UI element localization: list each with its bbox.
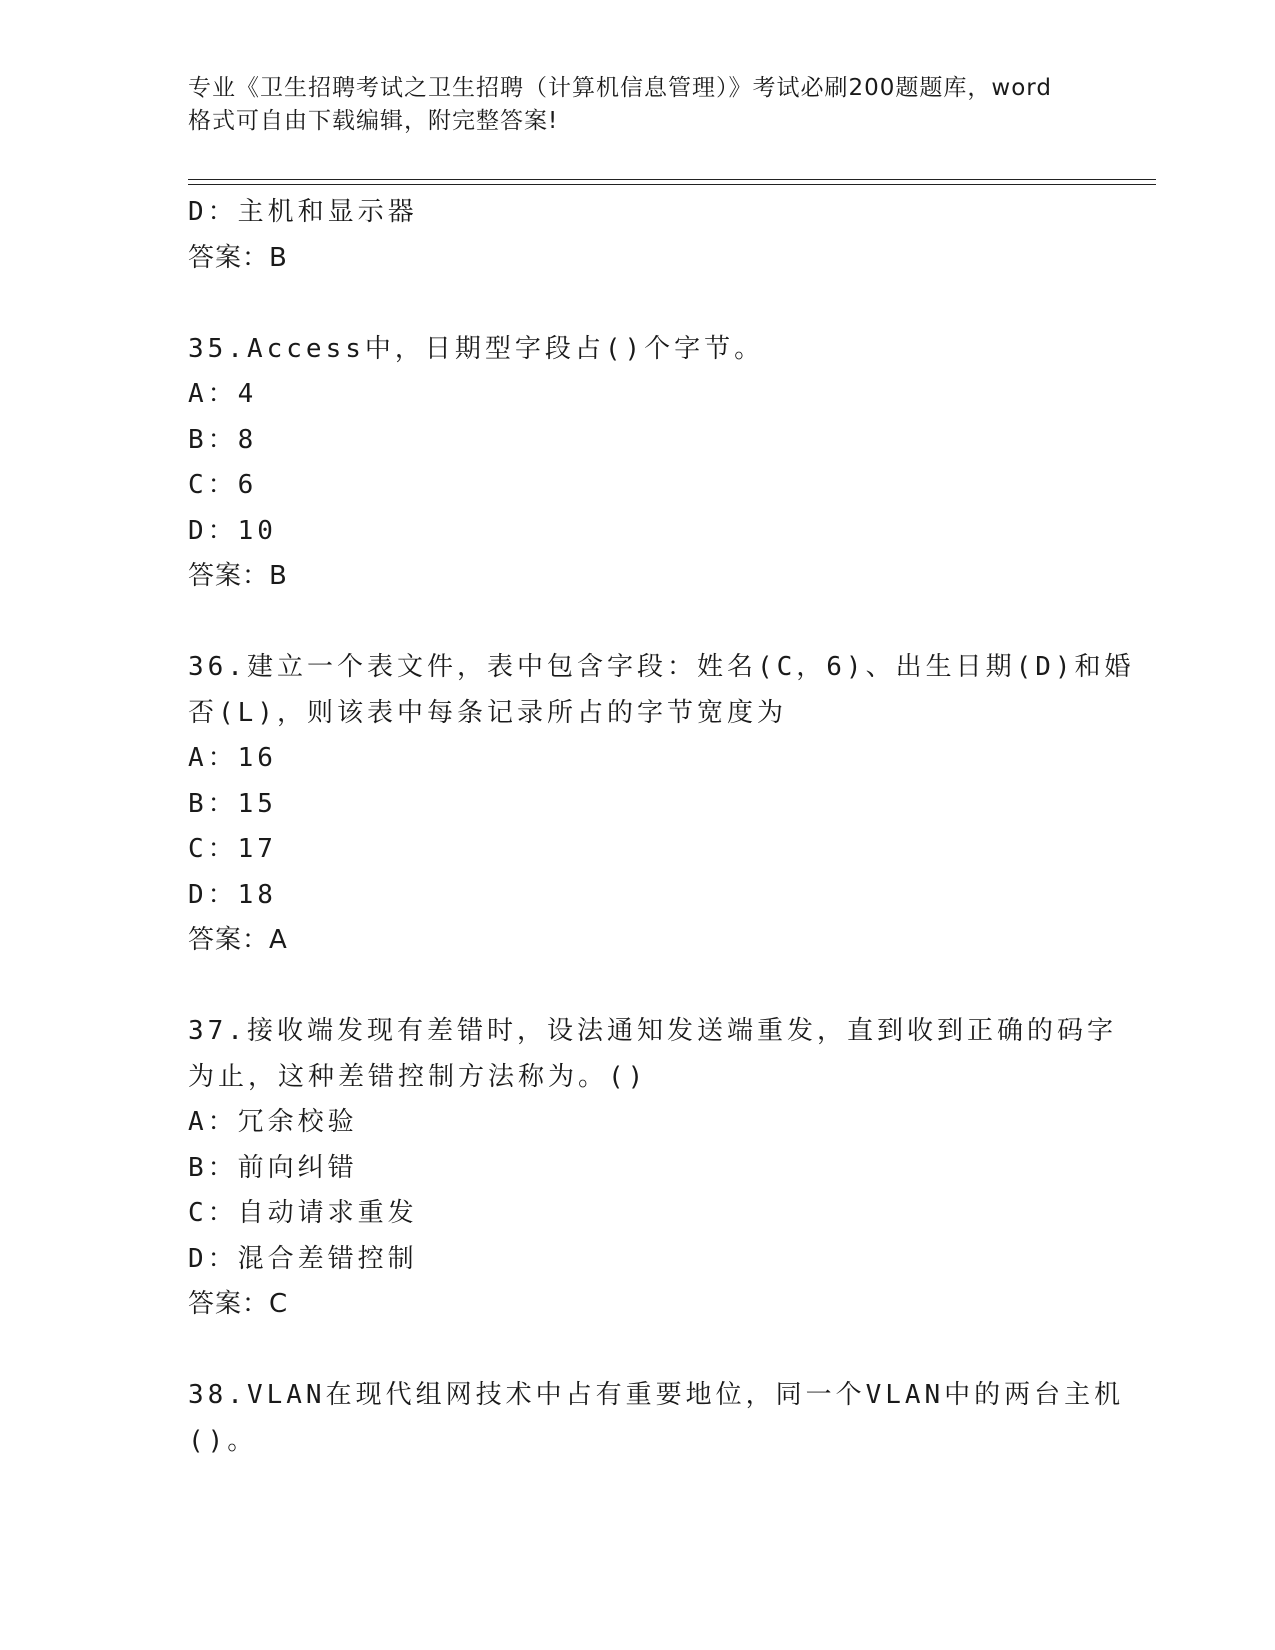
document-header (188, 72, 1098, 138)
option-b: B：15 (188, 788, 277, 819)
option-b: B：8 (188, 424, 258, 455)
answer: 答案：C (188, 1289, 289, 1319)
question-stem-line-2: 为止，这种差错控制方法称为。() (188, 1061, 648, 1092)
question-38 (188, 1373, 1125, 1464)
option-b: B：前向纠错 (188, 1152, 358, 1183)
option-c: C：6 (188, 470, 258, 500)
header-rule-top (188, 179, 1156, 180)
question-stem-line-2: 否(L)，则该表中每条记录所占的字节宽度为 (188, 697, 787, 728)
header-rule-bottom (188, 184, 1156, 185)
prev-answer: 答案：B (188, 242, 288, 273)
prev-option-d: D：主机和显示器 (188, 197, 418, 227)
answer: 答案：B (188, 561, 288, 591)
question-stem-line-1: 37.接收端发现有差错时，设法通知发送端重发，直到收到正确的码字 (188, 1016, 1117, 1046)
option-a: A：冗余校验 (188, 1107, 358, 1137)
option-c: C：17 (188, 834, 277, 864)
question-36 (188, 645, 1135, 964)
question-stem-line-2: ()。 (188, 1425, 258, 1456)
header-line-2: 格式可自由下载编辑，附完整答案! (188, 108, 559, 134)
option-a: A：16 (188, 743, 277, 773)
question-stem-line-1: 38.VLAN在现代组网技术中占有重要地位，同一个VLAN中的两台主机 (188, 1380, 1125, 1410)
question-list (188, 190, 1135, 1464)
question-35 (188, 327, 1088, 600)
question-stem-line-1: 36.建立一个表文件，表中包含字段：姓名(C，6)、出生日期(D)和婚 (188, 652, 1135, 682)
option-d: D：混合差错控制 (188, 1243, 418, 1274)
option-d: D：10 (188, 515, 277, 546)
question-37 (188, 1009, 1117, 1328)
spacer (188, 281, 1088, 327)
header-line-1: 专业《卫生招聘考试之卫生招聘（计算机信息管理）》考试必刷200题题库，word (188, 75, 1052, 101)
spacer (188, 1328, 1088, 1374)
question-stem: 35.Access中，日期型字段占()个字节。 (188, 333, 765, 364)
spacer (188, 600, 1088, 646)
option-c: C：自动请求重发 (188, 1198, 418, 1228)
answer: 答案：A (188, 925, 288, 955)
option-a: A：4 (188, 379, 258, 409)
option-d: D：18 (188, 879, 277, 910)
spacer (188, 964, 1088, 1010)
